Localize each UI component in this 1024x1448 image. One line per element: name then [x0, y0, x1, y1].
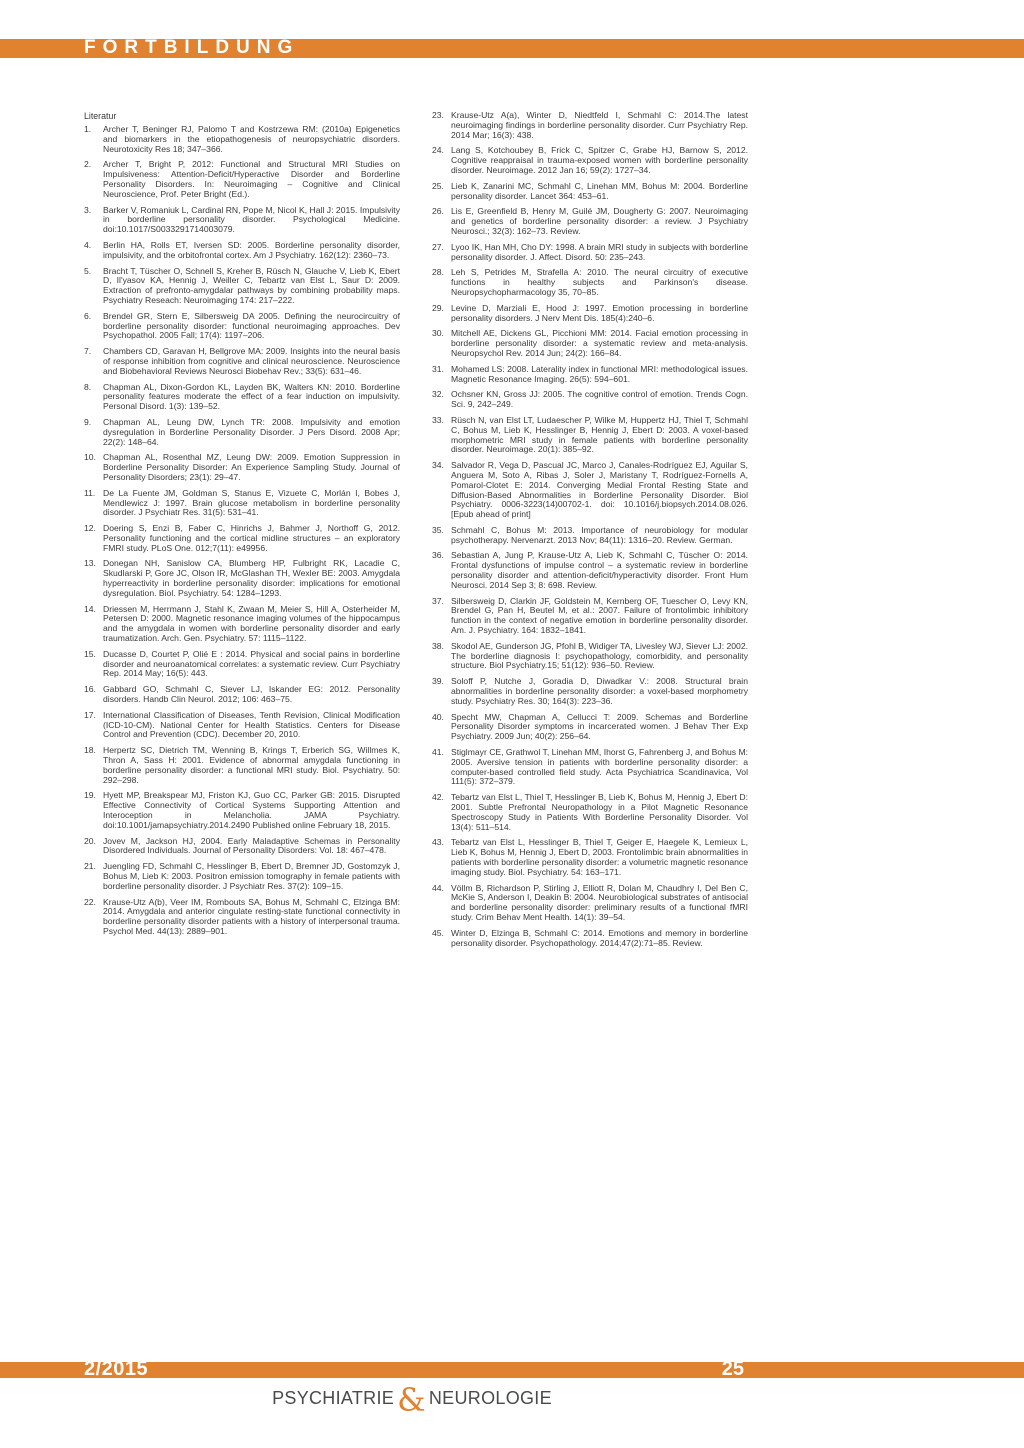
reference-number: 6. — [84, 310, 92, 321]
page-number: 25 — [721, 1358, 744, 1380]
reference-number: 19. — [84, 790, 96, 801]
reference-text: Chapman AL, Leung DW, Lynch TR: 2008. Impulsivity and emotion dysregulation in Borderline Personality Disorder. J Pers Disord. 2008 Apr; 22(2): 148–64. — [103, 416, 400, 447]
reference-text: Bracht T, Tüscher O, Schnell S, Kreher B, Rüsch N, Glauche V, Lieb K, Ebert D, Il'yasov KA, Hennig J, Weiller C, Tebartz van Elst L, Saur D: 2009. Extraction of prefronto-amygdalar pathways by combining probability maps. Psychiatry Reseach: Neuroimaging 174: 217–222. — [103, 265, 400, 305]
logo-ampersand: & — [397, 1381, 426, 1419]
reference-item — [432, 748, 748, 787]
left-column — [84, 111, 400, 954]
reference-text: Archer T, Bright P, 2012: Functional and Structural MRI Studies on Impulsiveness: Attention-Deficit/Hyperactive Disorder and Borderline Personality Disorders. In: Neuroimaging – Cognitive and Clinical Neuroscience, Prof. Peter Bright (Ed.). — [103, 159, 400, 199]
reference-item — [432, 416, 748, 455]
reference-number: 42. — [432, 792, 444, 803]
reference-number: 2. — [84, 159, 92, 170]
reference-item — [84, 862, 400, 891]
reference-text: Lieb K, Zanarini MC, Schmahl C, Linehan MM, Bohus M: 2004. Borderline personality disorder. Lancet 364: 453–61. — [451, 180, 748, 201]
reference-text: Leh S, Petrides M, Strafella A: 2010. The neural circuitry of executive functions in healthy subjects and Parkinson's disease. Neuropsychopharmacology 35, 70–85. — [451, 267, 748, 297]
literature-heading: Literatur — [84, 111, 117, 121]
reference-item — [432, 207, 748, 236]
reference-item — [432, 838, 748, 877]
reference-text: Tebartz van Elst L, Hesslinger B, Thiel T, Geiger E, Haegele K, Lemieux L, Lieb K, Bohus M, Hennig J, Ebert D, 2003. Frontolimbic brain abnormalities in patients with borderline personality disorder: a volumetric magnetic resonance imaging study. Biol. Psychiatry. 54: 163–171. — [451, 837, 748, 877]
reference-number: 27. — [432, 241, 444, 252]
reference-number: 45. — [432, 927, 444, 938]
issue-number: 2/2015 — [84, 1358, 149, 1380]
reference-text: Chambers CD, Garavan H, Bellgrove MA: 2009. Insights into the neural basis of response inhibition from cognitive and clinical neuroscience. Neuroscience and Biobehavioral Reviews Neurosci Biobehav Rev.; 33(5): 631–46. — [103, 346, 400, 376]
reference-number: 9. — [84, 416, 92, 427]
reference-item — [432, 929, 748, 949]
reference-number: 22. — [84, 896, 96, 907]
reference-number: 30. — [432, 328, 444, 339]
section-title: FORTBILDUNG — [84, 37, 300, 58]
reference-number: 31. — [432, 363, 444, 374]
reference-text: Barker V, Romaniuk L, Cardinal RN, Pope M, Nicol K, Hall J: 2015. Impulsivity in borderline personality disorder. Psychological Medicine. doi:10.1017/S0033291714003079. — [103, 204, 400, 235]
reference-number: 34. — [432, 460, 444, 471]
reference-number: 40. — [432, 711, 444, 722]
reference-text: Juengling FD, Schmahl C, Hesslinger B, Ebert D, Bremner JD, Gostomzyk J, Bohus M, Lieb K: 2003. Positron emission tomography in female patients with borderline personality disorder. J Psychiatr Res. 37(2): 109–15. — [103, 861, 400, 891]
reference-text: Sebastian A, Jung P, Krause-Utz A, Lieb K, Schmahl C, Tüscher O: 2014. Frontal dysfunctions of impulse control – a systematic review in borderline personality disorder and attention-deficit/hyperactivity disorder. Front Hum Neurosci. 2014 Sep 3; 8: 698. Review. — [451, 550, 748, 590]
reference-item — [432, 304, 748, 324]
reference-text: Skodol AE, Gunderson JG, Pfohl B, Widiger TA, Livesley WJ, Siever LJ: 2002. The borderline diagnosis I: psychopathology, comorbidity, and personality structure. Biol Psychiatry.15; 51(12): 936–50. Review. — [451, 640, 748, 671]
reference-number: 37. — [432, 595, 444, 606]
literature-section — [84, 111, 748, 954]
right-column — [432, 111, 748, 954]
reference-list-right — [432, 111, 748, 948]
reference-item — [432, 884, 748, 923]
reference-number: 18. — [84, 745, 96, 756]
reference-item — [432, 642, 748, 671]
reference-number: 29. — [432, 302, 444, 313]
reference-text: International Classification of Diseases, Tenth Revision, Clinical Modification (ICD-10-CM). National Center for Health Statistics. Centers for Disease Control and Prevention (CDC). December 20, 2010. — [103, 709, 400, 740]
reference-text: Lang S, Kotchoubey B, Frick C, Spitzer C, Grabe HJ, Barnow S, 2012. Cognitive reappraisal in trauma-exposed women with borderline personality disorder. Neuroimage. 2012 Jan 16; 59(2): 1727–34. — [451, 145, 748, 175]
reference-number: 3. — [84, 204, 92, 215]
reference-text: Salvador R, Vega D, Pascual JC, Marco J, Canales-Rodríguez EJ, Aguilar S, Anguera M, Soto A, Ribas J, Soler J, Maristany T, Rodríguez-Fornells A, Pomarol-Clotet E: 2014. Converging Medial Frontal Resting State and Diffusion-Based Abnormalities in Borderline Personality Disorder. Biol Psychiatry. 0006-3223(14)00702-1. doi: 10.1016/j.biopsych.2014.08.026. [Epub ahead of print] — [451, 460, 748, 520]
reference-number: 14. — [84, 603, 96, 614]
reference-item — [84, 160, 400, 199]
reference-text: Levine D, Marziali E, Hood J: 1997. Emotion processing in borderline personality disorders. J Nerv Ment Dis. 185(4):240–6. — [451, 302, 748, 323]
reference-item — [432, 111, 748, 140]
reference-text: Lis E, Greenfield B, Henry M, Guilé JM, Dougherty G: 2007. Neuroimaging and genetics of borderline personality disorder: a review. J Psychiatry Neurosci.; 32(3): 162–73. Review. — [451, 206, 748, 236]
reference-text: Mohamed LS: 2008. Laterality index in functional MRI: methodological issues. Magnetic Resonance Imaging. 26(5): 594–601. — [451, 363, 748, 384]
reference-item — [84, 559, 400, 598]
reference-item — [432, 793, 748, 832]
reference-text: Soloff P, Nutche J, Goradia D, Diwadkar V.: 2008. Structural brain abnormalities in borderline personality disorder: a voxel-based morphometry study. Psychiatry Res. 30; 164(3): 223–36. — [451, 676, 748, 706]
reference-item — [84, 605, 400, 644]
reference-item — [84, 489, 400, 518]
reference-number: 41. — [432, 747, 444, 758]
reference-item — [432, 146, 748, 175]
reference-text: Specht MW, Chapman A, Cellucci T: 2009. Schemas and Borderline Personality Disorder symptoms in incarcerated women. J Behav Ther Exp Psychiatry. 2009 Jun; 40(2): 256–64. — [451, 711, 748, 742]
reference-item — [432, 329, 748, 358]
reference-text: Schmahl C, Bohus M: 2013. Importance of neurobiology for modular psychotherapy. Nervenarzt. 2013 Nov; 84(11): 1316–20. Review. German. — [451, 524, 748, 545]
reference-number: 35. — [432, 524, 444, 535]
reference-item — [432, 182, 748, 202]
reference-text: Chapman AL, Dixon-Gordon KL, Layden BK, Walters KN: 2010. Borderline personality features moderate the effect of a fear induction on impulsivity. Personal Disord. 1(3): 139–52. — [103, 381, 400, 412]
reference-text: Archer T, Beninger RJ, Palomo T and Kostrzewa RM: (2010a) Epigenetics and biomarkers in the etiopathogenesis of neuropsychiatric disorders. Neurotoxicity Res 18; 347–366. — [103, 124, 400, 154]
reference-item — [84, 791, 400, 830]
reference-list-left — [84, 125, 400, 937]
reference-item — [432, 461, 748, 520]
logo-word-psychiatrie: PSYCHIATRIE — [272, 1387, 395, 1408]
reference-text: Silbersweig D, Clarkin JF, Goldstein M, Kernberg OF, Tuescher O, Levy KN, Brendel G, Pan H, Beutel M, et al.: 2007. Failure of frontolimbic inhibitory function in the context of negative emotion in borderline personality disorder. Am. J. Psychiatry. 164: 1832–1841. — [451, 595, 748, 636]
reference-item — [432, 526, 748, 546]
reference-item — [432, 365, 748, 385]
reference-number: 12. — [84, 523, 96, 534]
reference-number: 44. — [432, 882, 444, 893]
reference-number: 38. — [432, 640, 444, 651]
reference-number: 13. — [84, 558, 96, 569]
reference-item — [432, 713, 748, 742]
reference-text: Berlin HA, Rolls ET, Iversen SD: 2005. Borderline personality disorder, impulsivity, and the orbitofrontal cortex. Am J Psychiatry. 162(12): 2360–73. — [103, 239, 400, 260]
reference-item — [432, 243, 748, 263]
reference-item — [84, 125, 400, 154]
reference-text: Tebartz van Elst L, Thiel T, Hesslinger B, Lieb K, Bohus M, Hennig J, Ebert D: 2001. Subtle Prefrontal Neuropathology in a Pilot Magnetic Resonance Spectroscopy Study in Patients With Borderline Personality Disorder. Vol 13(4): 511–514. — [451, 792, 748, 832]
reference-number: 36. — [432, 550, 444, 561]
reference-item — [84, 711, 400, 740]
reference-text: Hyett MP, Breakspear MJ, Friston KJ, Guo CC, Parker GB: 2015. Disrupted Effective Connectivity of Cortical Systems Supporting Attention and Interoception in Melancholia. JAMA Psychiatry. doi:10.1001/jamapsychiatry.2014.2490 Published online February 18, 2015. — [103, 790, 400, 830]
logo-word-neurologie: NEUROLOGIE — [428, 1387, 552, 1408]
reference-item — [84, 418, 400, 447]
reference-text: Gabbard GO, Schmahl C, Siever LJ, Iskander EG: 2012. Personality disorders. Handb Clin Neurol. 2012; 106: 463–75. — [103, 684, 400, 705]
reference-number: 20. — [84, 835, 96, 846]
footer-bar — [0, 1362, 1024, 1378]
reference-item — [84, 241, 400, 261]
reference-text: De La Fuente JM, Goldman S, Stanus E, Vizuete C, Morlán I, Bobes J, Mendlewicz J: 1997. Brain glucose metabolism in borderline personality disorder. J Psychiatr Res. 31(5): 531–41. — [103, 487, 400, 518]
reference-number: 11. — [84, 487, 96, 498]
reference-item — [432, 268, 748, 297]
reference-text: Rüsch N, van Elst LT, Ludaescher P, Wilke M, Huppertz HJ, Thiel T, Schmahl C, Bohus M, Lieb K, Hesslinger B, Hennig J, Ebert D: 2003. A voxel-based morphometric MRI study in female patients with borderline personality disorder. Neuroimage. 20(1): 385–92. — [451, 414, 748, 455]
reference-item — [84, 524, 400, 553]
reference-number: 7. — [84, 346, 92, 357]
reference-text: Herpertz SC, Dietrich TM, Wenning B, Krings T, Erberich SG, Willmes K, Thron A, Sass H: 2001. Evidence of abnormal amygdala functioning in borderline personality disorder: a functional MRI study. Biol. Psychiatry. 50: 292–298. — [103, 745, 400, 785]
reference-text: Winter D, Elzinga B, Schmahl C: 2014. Emotions and memory in borderline personality disorder. Psychopathology. 2014;47(2):71–85. Review. — [451, 927, 748, 948]
reference-item — [84, 267, 400, 306]
reference-number: 28. — [432, 267, 444, 278]
reference-number: 10. — [84, 452, 96, 463]
reference-text: Völlm B, Richardson P, Stirling J, Elliott R, Dolan M, Chaudhry I, Del Ben C, McKie S, Anderson I, Deakin B: 2004. Neurobiological substrates of antisocial and borderline personality disorder: preliminary results of a functional fMRI study. Crim Behav Ment Health. 14(1): 39–54. — [451, 882, 748, 922]
reference-number: 8. — [84, 381, 92, 392]
reference-text: Driessen M, Herrmann J, Stahl K, Zwaan M, Meier S, Hill A, Osterheider M, Petersen D: 2000. Magnetic resonance imaging volumes of the hippocampus and the amygdala in women with borderline personality disorder and early traumatization. Arch. Gen. Psychiatry. 57: 1115–1122. — [103, 603, 400, 644]
reference-text: Donegan NH, Sanislow CA, Blumberg HP, Fulbright RK, Lacadie C, Skudlarski P, Gore JC, Olson IR, McGlashan TH, Wexler BE: 2003. Amygdala hyperreactivity in borderline personality disorder: implications for emotional dysregulation. Biol. Psychiatry. 54: 1284–1293. — [103, 558, 400, 598]
reference-item — [432, 677, 748, 706]
reference-number: 43. — [432, 837, 444, 848]
reference-text: Doering S, Enzi B, Faber C, Hinrichs J, Bahmer J, Northoff G, 2012. Personality functioning and the cortical midline structures – an exploratory FMRI study. PLoS One. 012;7(11): e49956. — [103, 523, 400, 553]
reference-text: Krause-Utz A(a), Winter D, Niedtfeld I, Schmahl C: 2014.The latest neuroimaging findings in borderline personality disorder. Curr Psychiatry Rep. 2014 Mar; 16(3): 438. — [451, 110, 748, 140]
reference-item — [84, 746, 400, 785]
reference-text: Jovev M, Jackson HJ, 2004. Early Maladaptive Schemas in Personality Disordered Individuals. Journal of Personality Disorders: Vol. 18: 467–478. — [103, 835, 400, 856]
reference-text: Lyoo IK, Han MH, Cho DY: 1998. A brain MRI study in subjects with borderline personality disorder. J. Affect. Disord. 50: 235–243. — [451, 241, 748, 262]
reference-item — [84, 453, 400, 482]
reference-item — [84, 685, 400, 705]
reference-item — [84, 837, 400, 857]
reference-item — [432, 390, 748, 410]
reference-number: 1. — [84, 124, 92, 134]
reference-number: 5. — [84, 265, 92, 276]
reference-text: Ochsner KN, Gross JJ: 2005. The cognitive control of emotion. Trends Cogn. Sci. 9, 242–249. — [451, 389, 748, 410]
reference-number: 17. — [84, 709, 96, 720]
reference-number: 4. — [84, 239, 92, 250]
reference-item — [84, 383, 400, 412]
reference-text: Stiglmayr CE, Grathwol T, Linehan MM, Ihorst G, Fahrenberg J, and Bohus M: 2005. Aversive tension in patients with borderline personality disorder: a computer-based controlled field study. Acta Psychiatrica Scandinavica, Vol 111(5): 372–379. — [451, 747, 748, 787]
reference-item — [84, 898, 400, 937]
reference-text: Chapman AL, Rosenthal MZ, Leung DW: 2009. Emotion Suppression in Borderline Personality Disorder: An Experience Sampling Study. Journal of Personality Disorders; 23(1): 29–47. — [103, 452, 400, 482]
reference-text: Ducasse D, Courtet P, Olié E : 2014. Physical and social pains in borderline disorder and neuroanatomical correlates: a systematic review. Curr Psychiatry Rep. 2014 May; 16(5): 443. — [103, 648, 400, 679]
reference-number: 24. — [432, 145, 444, 156]
reference-item — [84, 347, 400, 376]
reference-number: 33. — [432, 414, 444, 425]
reference-item — [432, 551, 748, 590]
reference-text: Mitchell AE, Dickens GL, Picchioni MM: 2014. Facial emotion processing in borderline personality disorder: a systematic review and meta-analysis. Neuropsychol Rev. 2014 Jun; 24(2): 166–84. — [451, 328, 748, 358]
reference-item — [84, 650, 400, 679]
reference-item — [432, 597, 748, 636]
journal-logo — [257, 1378, 567, 1418]
reference-number: 16. — [84, 684, 96, 695]
reference-number: 32. — [432, 389, 444, 400]
reference-number: 21. — [84, 861, 96, 872]
reference-item — [84, 206, 400, 235]
reference-number: 23. — [432, 110, 444, 120]
reference-number: 15. — [84, 648, 96, 659]
reference-number: 39. — [432, 676, 444, 687]
reference-number: 26. — [432, 206, 444, 217]
reference-item — [84, 312, 400, 341]
reference-text: Krause-Utz A(b), Veer IM, Rombouts SA, Bohus M, Schmahl C, Elzinga BM: 2014. Amygdala and anterior cingulate resting-state functional connectivity in borderline personality disorder patients with a history of interpersonal trauma. Psychol Med. 44(13): 2889–901. — [103, 896, 400, 936]
reference-text: Brendel GR, Stern E, Silbersweig DA 2005. Defining the neurocircuitry of borderline personality disorder: functional neuroimaging approaches. Dev Psychopathol. 2005 Fall; 17(4): 1197–206. — [103, 310, 400, 341]
reference-number: 25. — [432, 180, 444, 191]
